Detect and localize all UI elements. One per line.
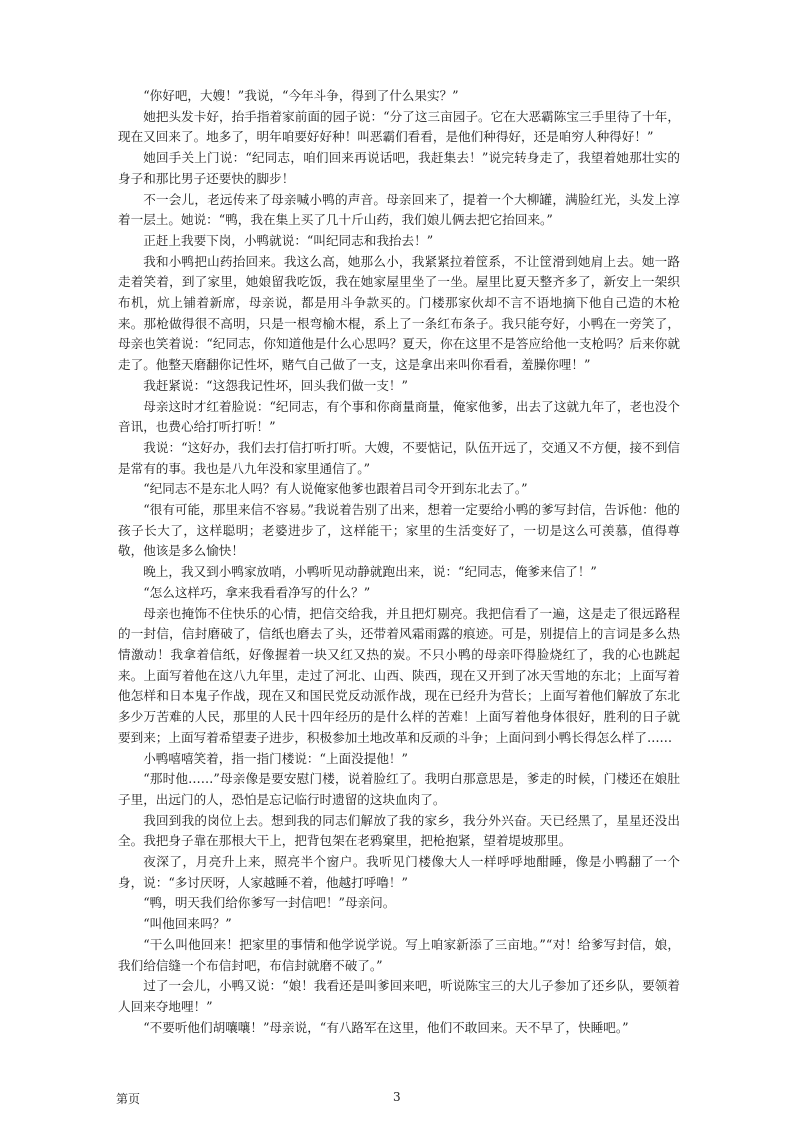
paragraph: 母亲这时才红着脸说：“纪同志，有个事和你商量商量，俺家他爹，出去了这就九年了，老也没个音讯，也费心给打听打听！” — [118, 398, 680, 435]
paragraph: 我说：“这好办，我们去打信打听打听。大嫂，不要惦记，队伍开远了，交通又不方便，接不到信是常有的事。我也是八九年没和家里通信了。” — [118, 439, 680, 476]
paragraph: “干么叫他回来！把家里的事情和他学说学说。写上咱家新添了三亩地。”“对！给爹写封信，娘，我们给信缝一个布信封吧，布信封就磨不破了。” — [118, 936, 680, 973]
paragraph: “怎么这样巧，拿来我看看净写的什么？” — [143, 584, 371, 600]
paragraph: “鸭，明天我们给你爹写一封信吧！”母亲问。 — [143, 895, 396, 911]
paragraph: 不一会儿，老远传来了母亲喊小鸭的声音。母亲回来了，提着一个大柳罐，满脸红光，头发上淳着一层土。她说：“鸭，我在集上买了几十斤山药，我们娘儿俩去把它抬回来。” — [118, 191, 680, 228]
paragraph: “那时他……”母亲像是要安慰门楼，说着脸红了。我明白那意思是，爹走的时候，门楼还在娘肚子里，出远门的人，恐怕是忘记临行时遗留的这块血肉了。 — [118, 771, 680, 807]
paragraph: 她回手关上门说：“纪同志，咱们回来再说话吧，我赶集去！”说完转身走了，我望着她那壮实的身子和那比男子还要快的脚步！ — [118, 150, 680, 186]
paragraph: “纪同志不是东北人吗？有人说俺家他爹也跟着吕司令开到东北去了。” — [143, 481, 528, 497]
paragraph: 夜深了，月亮升上来，照亮半个窗户。我听见门楼像大人一样呼呼地酣睡，像是小鸭翻了一个身，说：“多讨厌呀，人家越睡不着，他越打呼噜！” — [118, 854, 680, 890]
paragraph: “你好吧，大嫂！”我说，“今年斗争，得到了什么果实？” — [143, 88, 459, 103]
paragraph: 我赶紧说：“这怨我记性坏，回头我们做一支！” — [143, 377, 408, 393]
paragraph: 小鸭嘻嘻笑着，指一指门楼说：“上面没提他！” — [143, 750, 408, 766]
paragraph: 我和小鸭把山药抬回来。我这么高，她那么小，我紧紧拉着筐系，不让筐滑到她肩上去。她一路走着笑着，到了家里，她娘留我吃饭，我在她家屋里坐了一坐。屋里比夏天整齐多了，新安上一架织布机，炕上铺着新席，母亲说，都是用斗争款买的。门楼那家伙却不言不语地摘下他自己造的木枪来。那枪做得很不高明，只是一根弯榆木棍，系上了一条红布条子。我只能夸好，小鸭在一旁笑了，母亲也笑着说：“纪同志，你知道他是什么心思吗？夏天，你在这里不是答应给他一支枪吗？后来你就走了。他整天磨翻你记性坏，赌气自己做了一支，这是拿出来叫你看看，羞臊你哩！” — [118, 253, 680, 373]
body-text — [118, 86, 680, 1038]
paragraph: “叫他回来吗？” — [143, 916, 232, 932]
paragraph: 我回到我的岗位上去。想到我的同志们解放了我的家乡，我分外兴奋。天已经黑了，星星还没出全。我把身子靠在那根大干上，把背包架在老鸦窠里，把枪抱紧，望着堤坡那里。 — [118, 812, 680, 849]
footer-page-number: 3 — [393, 1090, 401, 1104]
paragraph: 过了一会儿，小鸭又说：“娘！我看还是叫爹回来吧，听说陈宝三的大儿子参加了还乡队，要领着人回来夺地哩！” — [118, 978, 680, 1014]
footer-page-label: 第页 — [116, 1092, 141, 1106]
paragraph: “不要听他们胡嚷嚷！”母亲说，“有八路军在这里，他们不敢回来。天不早了，快睡吧。” — [143, 1019, 629, 1035]
paragraph: 母亲也掩饰不住快乐的心情，把信交给我，并且把灯剔亮。我把信看了一遍，这是走了很远路程的一封信，信封磨破了，信纸也磨去了头，还带着风霜雨露的痕迹。可是，别提信上的言词是多么热情激动！我拿着信纸，好像握着一块又红又热的炭。不只小鸭的母亲吓得脸烧红了，我的心也跳起来。上面写着他在这八九年里，走过了河北、山西、陕西，现在又开到了冰天雪地的东北；上面写着他怎样和日本鬼子作战，现在又和国民党反动派作战，现在已经升为营长；上面写着他们解放了东北多少万苦难的人民，那里的人民十四年经历的是什么样的苦难！上面写着他身体很好，胜利的日子就要到来；上面写着希望妻子进步，积极参加土地改革和反顽的斗争；上面问到小鸭长得怎么样了…… — [118, 605, 680, 745]
paragraph: 她把头发卡好，抬手指着家前面的园子说：“分了这三亩园子。它在大恶霸陈宝三手里待了十年，现在又回来了。地多了，明年咱要好好种！叫恶霸们看看，是他们种得好，还是咱穷人种得好！” — [118, 108, 680, 145]
paragraph: 正赶上我要下岗，小鸭就说：“叫纪同志和我抬去！” — [143, 232, 434, 248]
paragraph: 晚上，我又到小鸭家放哨，小鸭听见动静就跑出来，说：“纪同志，俺爹来信了！” — [143, 564, 597, 580]
paragraph: “很有可能，那里来信不容易。”我说着告别了出来，想着一定要给小鸭的爹写封信，告诉他：他的孩子长大了，这样聪明；老婆进步了，这样能干；家里的生活变好了，一切是这么可羡慕，值得尊敬，他该是多么愉快！ — [118, 502, 680, 559]
